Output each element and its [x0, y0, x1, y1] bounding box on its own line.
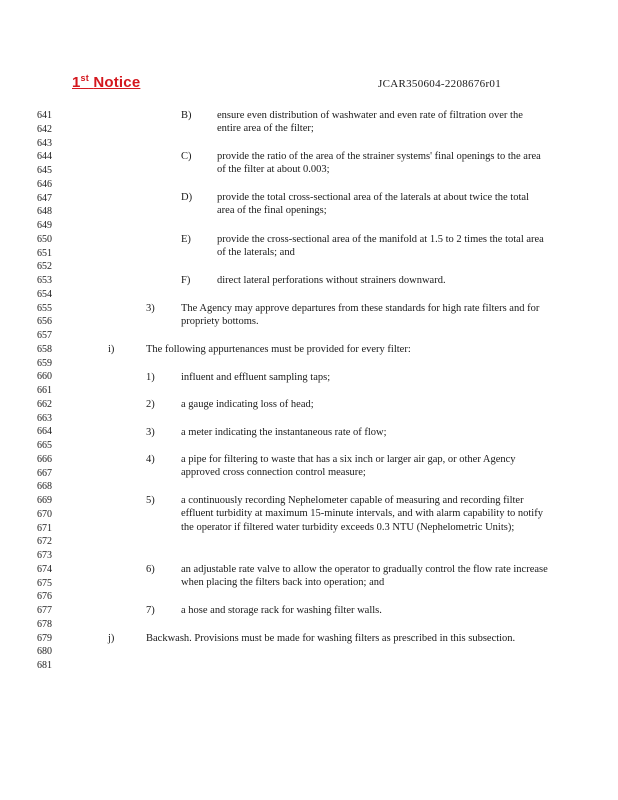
line-number: 672: [37, 536, 52, 548]
item-label: 3): [146, 303, 155, 314]
document-id: JCAR350604-2208676r01: [378, 78, 502, 90]
item-label: F): [181, 275, 191, 286]
line-number: 675: [37, 577, 52, 589]
line-number: 666: [37, 453, 52, 465]
line-number: 670: [37, 508, 52, 520]
item-text: a pipe for filtering to waste that has a six inch or larger air gap, or other Agency approved cross connection control measure;: [181, 454, 516, 479]
item-label: D): [181, 192, 193, 203]
notice-word: Notice: [93, 74, 141, 91]
line-number: 655: [37, 302, 52, 314]
item-label: B): [181, 110, 192, 121]
line-number: 658: [37, 343, 52, 355]
line-number: 648: [37, 206, 52, 218]
item-label: j): [108, 633, 115, 644]
item-label: i): [108, 344, 115, 355]
line-number: 678: [37, 618, 52, 630]
line-number: 643: [37, 137, 52, 149]
item-text: Backwash. Provisions must be made for washing filters as prescribed in this subsection.: [146, 633, 516, 644]
line-number: 651: [37, 247, 52, 259]
item-text: a meter indicating the instantaneous rate of flow;: [181, 427, 387, 438]
line-number: 665: [37, 440, 52, 451]
line-number: 642: [37, 123, 52, 135]
line-number: 650: [37, 233, 52, 245]
line-number: 679: [37, 632, 52, 644]
item-text: The following appurtenances must be provided for every filter:: [146, 344, 411, 355]
line-number: 646: [37, 178, 52, 190]
item-text: influent and effluent sampling taps;: [181, 372, 331, 383]
item-text: provide the ratio of the area of the strainer systems' final openings to the area of the filter at about 0.003;: [217, 151, 541, 176]
item-text: an adjustable rate valve to allow the operator to gradually control the flow rate increase when placing the filters back into operation; and: [181, 564, 548, 589]
item-text: ensure even distribution of washwater and even rate of filtration over the entire area of the filter;: [217, 110, 523, 135]
item-label: 1): [146, 372, 155, 383]
line-number: 660: [37, 371, 52, 383]
line-number: 680: [37, 646, 52, 658]
line-number: 681: [37, 660, 52, 671]
line-number: 644: [37, 151, 52, 163]
item-text: direct lateral perforations without strainers downward.: [217, 275, 446, 286]
item-text: provide the total cross-sectional area of the laterals at about twice the total area of the final openings;: [217, 192, 529, 217]
line-number: 668: [37, 481, 52, 493]
line-number: 669: [37, 495, 52, 506]
line-number: 674: [37, 563, 52, 575]
notice-suffix: st: [80, 73, 89, 83]
item-label: C): [181, 151, 192, 162]
line-number: 649: [37, 220, 52, 231]
line-number: 653: [37, 275, 52, 286]
line-number: 663: [37, 412, 52, 424]
line-number: 641: [37, 110, 52, 121]
line-number: 659: [37, 357, 52, 369]
line-number: 661: [37, 385, 52, 396]
line-number: 673: [37, 550, 52, 561]
line-number: 656: [37, 316, 52, 328]
notice-number: 1: [72, 74, 81, 91]
line-number: 647: [37, 192, 52, 204]
item-label: E): [181, 234, 191, 245]
item-label: 4): [146, 454, 155, 465]
item-text: provide the cross-sectional area of the manifold at 1.5 to 2 times the total area of the laterals; and: [217, 234, 544, 259]
line-number: 657: [37, 330, 52, 341]
notice-heading: [72, 74, 140, 91]
line-number: 652: [37, 261, 52, 273]
line-number: 667: [37, 467, 52, 479]
line-number: 677: [37, 605, 52, 616]
item-label: 6): [146, 564, 155, 575]
line-number: 671: [37, 522, 52, 534]
line-number: 676: [37, 591, 52, 603]
item-text: The Agency may approve departures from these standards for high rate filters and for propriety bottoms.: [181, 303, 540, 328]
line-number: 664: [37, 426, 52, 438]
item-label: 7): [146, 605, 155, 616]
item-label: 5): [146, 495, 155, 506]
item-label: 2): [146, 399, 155, 410]
line-number: 645: [37, 165, 52, 176]
line-number: 662: [37, 398, 52, 410]
item-text: a gauge indicating loss of head;: [181, 399, 314, 410]
item-text: a continuously recording Nephelometer capable of measuring and recording filter effluent turbidity at maximum 15-minute intervals, and with alarm capability to notify the operator if filtered water turbidity exceeds 0.3 NTU (Nephelometric Units);: [181, 495, 543, 533]
item-text: a hose and storage rack for washing filter walls.: [181, 605, 382, 616]
item-label: 3): [146, 427, 155, 438]
line-number: 654: [37, 288, 52, 300]
